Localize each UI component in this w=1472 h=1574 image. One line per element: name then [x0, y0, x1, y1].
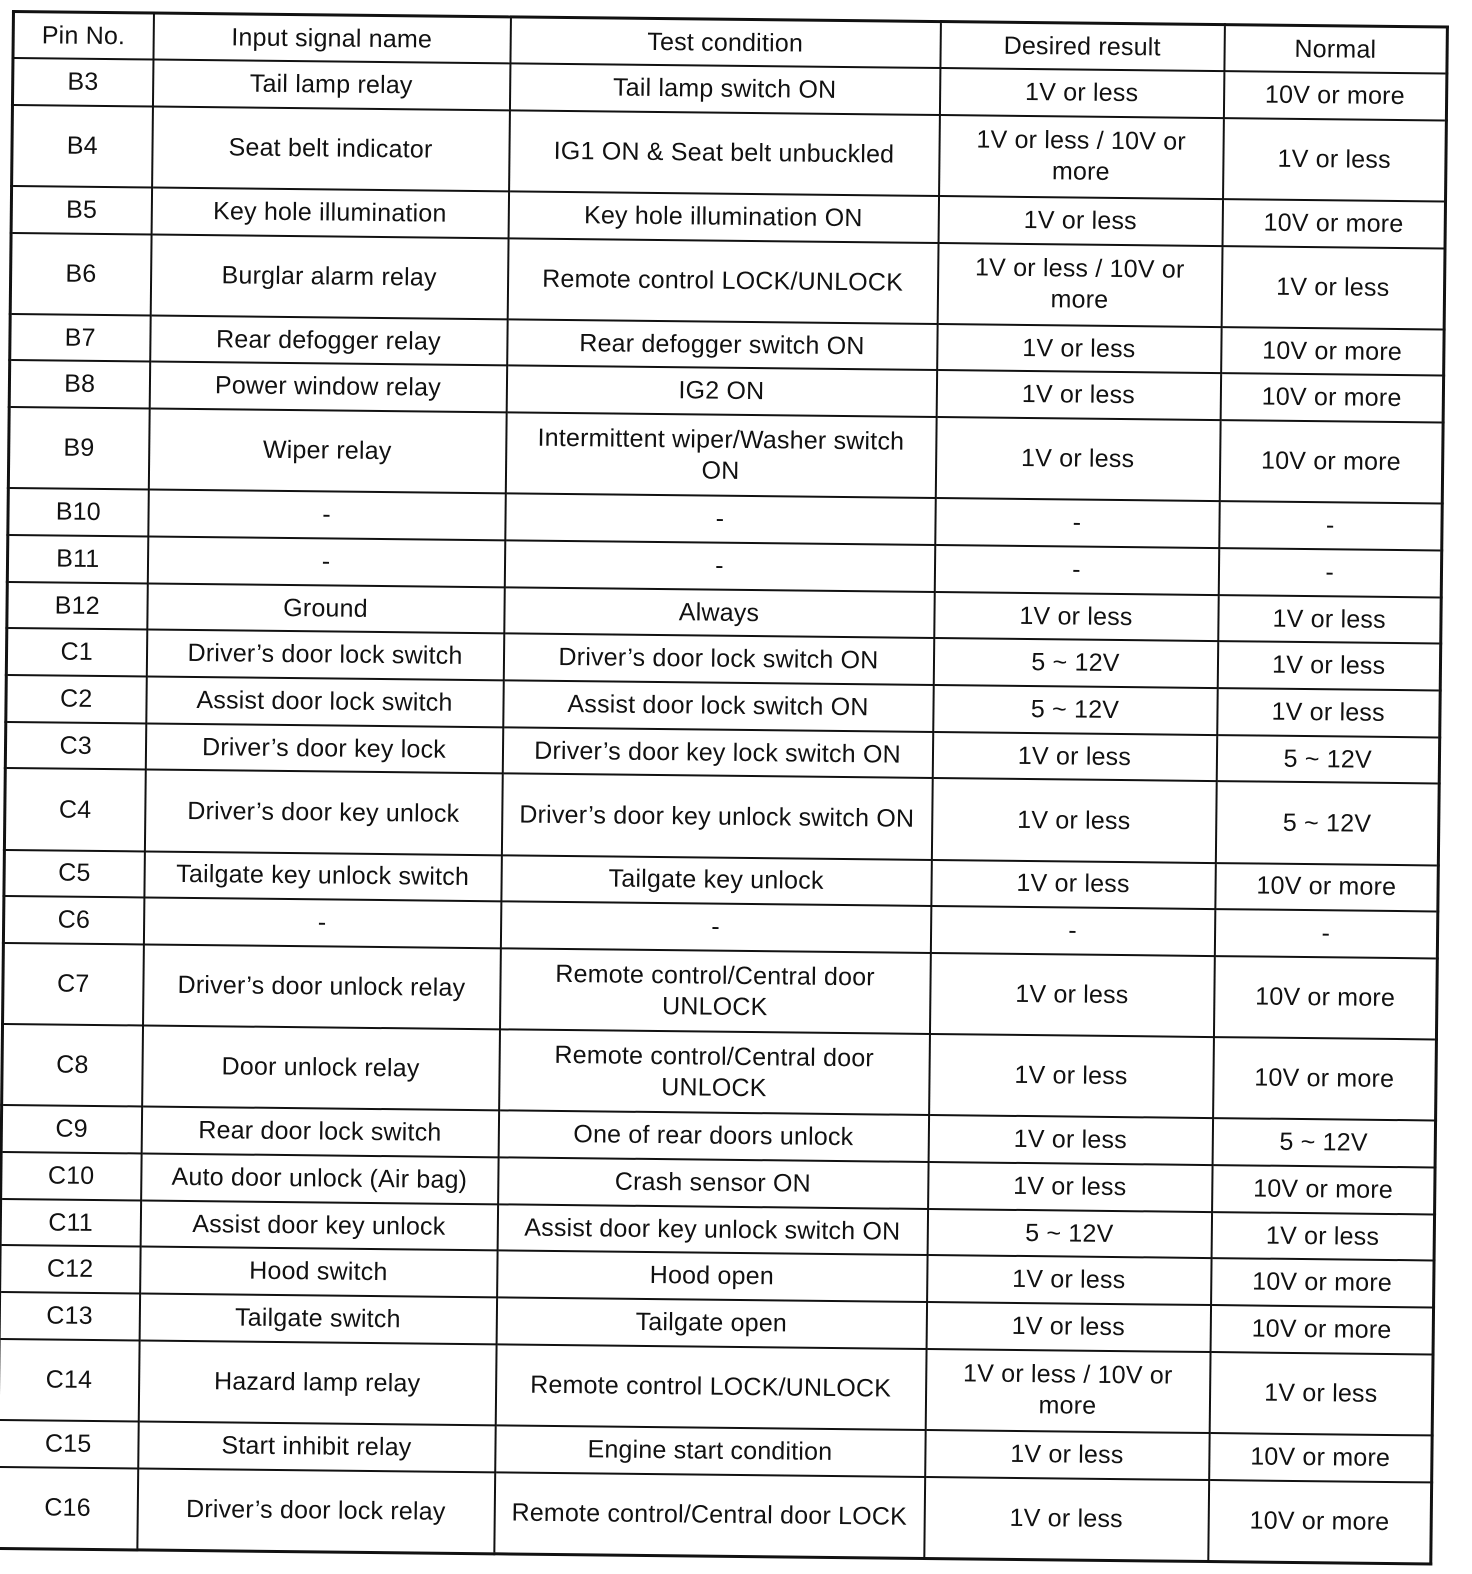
cell-signal-name: Power window relay: [149, 362, 506, 413]
cell-normal: 5 ~ 12V: [1216, 735, 1439, 784]
cell-test-condition: Engine start condition: [495, 1425, 925, 1476]
table-row: [10, 233, 1445, 330]
cell-pin: C3: [5, 722, 145, 770]
cell-test-condition: Driver’s door lock switch ON: [503, 634, 933, 685]
cell-normal: -: [1214, 909, 1437, 958]
cell-signal-name: -: [147, 537, 504, 588]
cell-desired-result: 1V or less: [939, 68, 1223, 118]
cell-normal: 10V or more: [1222, 199, 1445, 248]
cell-pin: C14: [0, 1339, 139, 1422]
cell-signal-name: Driver’s door key unlock: [144, 770, 502, 855]
cell-normal: 10V or more: [1223, 71, 1446, 120]
cell-test-condition: -: [504, 540, 934, 591]
cell-normal: 10V or more: [1221, 327, 1444, 376]
cell-pin: B12: [7, 582, 147, 630]
cell-test-condition: Crash sensor ON: [498, 1157, 928, 1208]
cell-desired-result: 5 ~ 12V: [933, 685, 1217, 735]
cell-desired-result: 1V or less: [931, 860, 1215, 910]
cell-desired-result: 1V or less: [928, 1162, 1212, 1212]
cell-test-condition: Always: [504, 587, 934, 638]
table-row: [0, 1467, 1432, 1564]
cell-normal: 10V or more: [1208, 1480, 1432, 1564]
cell-pin: C10: [1, 1152, 141, 1200]
cell-pin: B8: [9, 360, 149, 408]
cell-signal-name: Hood switch: [140, 1247, 497, 1298]
cell-pin: B9: [8, 407, 149, 490]
cell-signal-name: -: [148, 490, 505, 541]
cell-signal-name: Driver’s door lock relay: [137, 1468, 495, 1554]
cell-normal: 10V or more: [1215, 863, 1438, 912]
table-row: [0, 1339, 1433, 1436]
cell-normal: -: [1219, 501, 1442, 550]
cell-test-condition: Intermittent wiper/Washer switch ON: [505, 412, 936, 498]
cell-test-condition: Remote control/Central door UNLOCK: [499, 1030, 930, 1116]
cell-normal: 1V or less: [1223, 118, 1447, 202]
cell-test-condition: Remote control LOCK/UNLOCK: [495, 1344, 926, 1430]
cell-pin: C8: [2, 1024, 143, 1107]
cell-signal-name: Auto door unlock (Air bag): [141, 1154, 498, 1205]
cell-pin: B5: [11, 186, 151, 234]
header-pin: Pin No.: [13, 12, 153, 60]
cell-test-condition: Tail lamp switch ON: [509, 63, 939, 114]
cell-test-condition: Assist door lock switch ON: [503, 680, 933, 731]
cell-normal: 5 ~ 12V: [1212, 1118, 1435, 1167]
cell-normal: 10V or more: [1209, 1433, 1432, 1482]
cell-normal: 1V or less: [1211, 1212, 1434, 1261]
cell-test-condition: Remote control LOCK/UNLOCK: [507, 238, 938, 324]
cell-test-condition: IG1 ON & Seat belt unbuckled: [509, 110, 940, 196]
cell-signal-name: Burglar alarm relay: [150, 234, 508, 319]
cell-pin: B4: [12, 105, 153, 188]
cell-pin: C1: [6, 628, 146, 676]
cell-test-condition: Driver’s door key lock switch ON: [502, 727, 932, 778]
cell-desired-result: 1V or less: [934, 592, 1218, 642]
table-row: [8, 407, 1443, 504]
cell-desired-result: 1V or less: [936, 370, 1220, 420]
cell-test-condition: Assist door key unlock switch ON: [497, 1204, 927, 1255]
cell-signal-name: Rear door lock switch: [141, 1107, 498, 1158]
cell-signal-name: Wiper relay: [148, 409, 506, 494]
table-row: [4, 768, 1439, 865]
cell-pin: C16: [0, 1467, 138, 1550]
table-row: [3, 943, 1438, 1040]
cell-signal-name: Key hole illumination: [151, 187, 508, 238]
cell-desired-result: 1V or less: [935, 417, 1220, 501]
cell-normal: 5 ~ 12V: [1215, 782, 1439, 866]
cell-signal-name: Assist door key unlock: [140, 1200, 497, 1251]
document-page: [0, 10, 1446, 1565]
cell-signal-name: Rear defogger relay: [150, 315, 507, 366]
cell-pin: C4: [4, 768, 145, 851]
cell-pin: C11: [0, 1199, 140, 1247]
cell-desired-result: 5 ~ 12V: [933, 638, 1217, 688]
cell-signal-name: Driver’s door lock switch: [146, 630, 503, 681]
cell-pin: B11: [7, 535, 147, 583]
cell-test-condition: -: [500, 902, 930, 953]
cell-normal: 1V or less: [1217, 641, 1440, 690]
cell-signal-name: -: [143, 898, 500, 949]
cell-normal: 1V or less: [1218, 595, 1441, 644]
cell-pin: C5: [4, 850, 144, 898]
cell-test-condition: Hood open: [497, 1251, 927, 1302]
table-row: [2, 1024, 1437, 1121]
cell-signal-name: Driver’s door key lock: [145, 723, 502, 774]
cell-signal-name: Seat belt indicator: [152, 106, 510, 191]
cell-desired-result: -: [934, 545, 1218, 595]
cell-pin: C7: [3, 943, 144, 1026]
cell-desired-result: 1V or less: [927, 1255, 1211, 1305]
cell-desired-result: 1V or less: [928, 1115, 1212, 1165]
cell-pin: B6: [10, 233, 151, 316]
cell-test-condition: -: [505, 494, 935, 545]
cell-test-condition: Rear defogger switch ON: [507, 319, 937, 370]
cell-desired-result: 1V or less / 10V or more: [937, 243, 1222, 327]
cell-test-condition: Remote control/Central door LOCK: [494, 1472, 925, 1558]
cell-normal: 10V or more: [1213, 956, 1437, 1040]
cell-signal-name: Door unlock relay: [142, 1026, 500, 1111]
cell-test-condition: Tailgate key unlock: [501, 855, 931, 906]
cell-pin: B7: [10, 314, 150, 362]
cell-desired-result: 5 ~ 12V: [927, 1209, 1211, 1259]
cell-normal: 10V or more: [1211, 1258, 1434, 1307]
cell-test-condition: One of rear doors unlock: [498, 1111, 928, 1162]
cell-signal-name: Ground: [147, 583, 504, 634]
header-normal: Normal: [1224, 25, 1447, 74]
cell-signal-name: Tail lamp relay: [152, 60, 509, 111]
cell-desired-result: 1V or less: [929, 953, 1214, 1037]
cell-signal-name: Tailgate key unlock switch: [144, 851, 501, 902]
cell-desired-result: 1V or less: [937, 324, 1221, 374]
cell-signal-name: Tailgate switch: [139, 1294, 496, 1345]
cell-pin: C2: [6, 675, 146, 723]
cell-pin: C12: [0, 1245, 140, 1293]
cell-desired-result: -: [935, 498, 1219, 548]
cell-normal: 10V or more: [1220, 374, 1443, 423]
cell-normal: 10V or more: [1213, 1037, 1437, 1121]
pin-signal-table: [0, 10, 1449, 1565]
cell-test-condition: Key hole illumination ON: [508, 191, 938, 242]
header-desired-result: Desired result: [940, 22, 1224, 72]
cell-signal-name: Driver’s door unlock relay: [143, 944, 501, 1029]
header-test-condition: Test condition: [510, 17, 940, 68]
cell-normal: 10V or more: [1219, 420, 1443, 504]
table-row: [12, 105, 1447, 202]
cell-normal: 10V or more: [1212, 1165, 1435, 1214]
cell-test-condition: IG2 ON: [506, 366, 936, 417]
cell-signal-name: Start inhibit relay: [138, 1421, 495, 1472]
cell-normal: 10V or more: [1210, 1305, 1433, 1354]
cell-desired-result: -: [930, 906, 1214, 956]
cell-normal: 1V or less: [1221, 246, 1445, 330]
cell-desired-result: 1V or less: [931, 778, 1216, 862]
cell-pin: B10: [8, 488, 148, 536]
cell-desired-result: 1V or less: [926, 1302, 1210, 1352]
cell-normal: 1V or less: [1209, 1352, 1433, 1436]
cell-desired-result: 1V or less: [924, 1477, 1209, 1562]
cell-normal: 1V or less: [1217, 688, 1440, 737]
cell-signal-name: Assist door lock switch: [146, 677, 503, 728]
cell-desired-result: 1V or less / 10V or more: [925, 1349, 1210, 1433]
cell-pin: B3: [12, 58, 152, 106]
cell-pin: C13: [0, 1292, 140, 1340]
cell-pin: C6: [3, 896, 143, 944]
cell-pin: C9: [1, 1105, 141, 1153]
cell-signal-name: Hazard lamp relay: [138, 1340, 496, 1425]
cell-desired-result: 1V or less: [932, 732, 1216, 782]
cell-desired-result: 1V or less: [929, 1034, 1214, 1118]
cell-pin: C15: [0, 1420, 138, 1468]
cell-normal: -: [1218, 548, 1441, 597]
cell-desired-result: 1V or less: [938, 196, 1222, 246]
cell-test-condition: Remote control/Central door UNLOCK: [499, 948, 930, 1034]
header-signal-name: Input signal name: [153, 13, 510, 63]
cell-test-condition: Tailgate open: [496, 1297, 926, 1348]
cell-desired-result: 1V or less: [925, 1430, 1209, 1480]
cell-test-condition: Driver’s door key unlock switch ON: [501, 774, 932, 860]
cell-desired-result: 1V or less / 10V or more: [939, 115, 1224, 199]
